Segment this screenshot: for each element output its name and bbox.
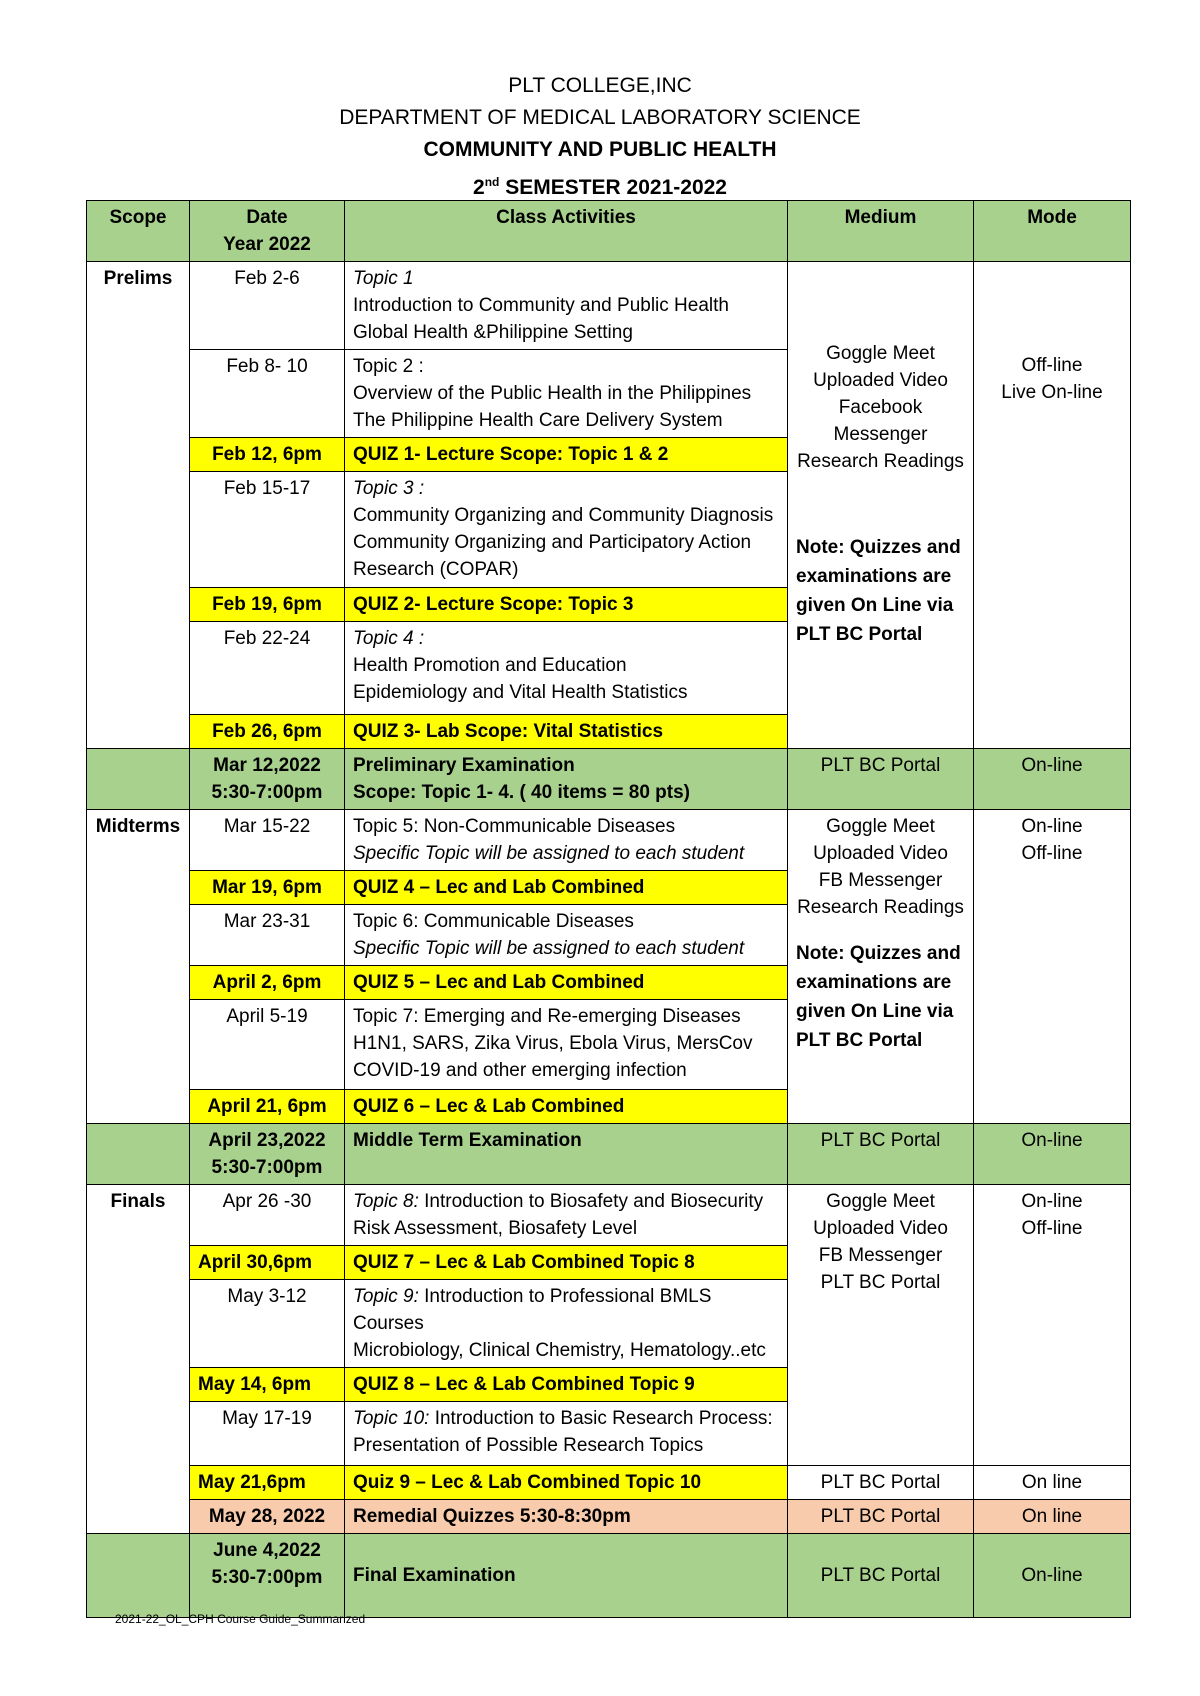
table-row	[87, 1185, 1131, 1246]
col-scope-header: Scope	[87, 201, 190, 262]
quiz-text: QUIZ 2- Lecture Scope: Topic 3	[345, 588, 788, 622]
exam-medium: PLT BC Portal	[788, 1534, 974, 1618]
remedial-medium: PLT BC Portal	[788, 1500, 974, 1534]
exam-medium: PLT BC Portal	[788, 749, 974, 810]
remedial-text: Remedial Quizzes 5:30-8:30pm	[345, 1500, 788, 1534]
quiz-text: QUIZ 7 – Lec & Lab Combined Topic 8	[345, 1246, 788, 1280]
table-header-row	[87, 201, 1131, 262]
col-date-header: Date Year 2022	[190, 201, 345, 262]
date-cell: Mar 23-31	[190, 905, 345, 966]
quiz-date: April 30,6pm	[190, 1246, 345, 1280]
empty-scope	[87, 1124, 190, 1185]
date-cell: Feb 2-6	[190, 262, 345, 350]
date-cell: Feb 8- 10	[190, 350, 345, 438]
remedial-mode: On line	[974, 1500, 1131, 1534]
empty-scope	[87, 1534, 190, 1618]
activity-cell: Topic 2 : Overview of the Public Health in the Philippines The Philippine Health Care Delivery System	[345, 350, 788, 438]
exam-text: Preliminary Examination Scope: Topic 1- 4. ( 40 items = 80 pts)	[345, 749, 788, 810]
midterms-note: Note: Quizzes and examinations are given On Line via PLT BC Portal	[796, 943, 961, 1051]
activity-cell: Topic 9: Introduction to Professional BMLS Courses Microbiology, Clinical Chemistry, Hematology..etc	[345, 1280, 788, 1368]
document-footer: 2021-22_OL_CPH Course Guide_Summarized	[115, 1612, 366, 1626]
quiz-text: QUIZ 8 – Lec & Lab Combined Topic 9	[345, 1368, 788, 1402]
col-activities-header: Class Activities	[345, 201, 788, 262]
quiz-mode: On line	[974, 1466, 1131, 1500]
col-medium-header: Medium	[788, 201, 974, 262]
quiz-date: May 21,6pm	[190, 1466, 345, 1500]
activity-cell: Topic 3 : Community Organizing and Community Diagnosis Community Organizing and Participatory Action Research (COPAR)	[345, 472, 788, 588]
exam-row-prelims	[87, 749, 1131, 810]
document-header	[0, 70, 1200, 204]
finals-mode-cell: On-line Off-line	[974, 1185, 1131, 1466]
date-cell: Mar 15-22	[190, 810, 345, 871]
activity-cell: Topic 6: Communicable Diseases Specific Topic will be assigned to each student	[345, 905, 788, 966]
schedule-table	[86, 200, 1131, 1618]
exam-mode: On-line	[974, 1534, 1131, 1618]
quiz-text: QUIZ 4 – Lec and Lab Combined	[345, 871, 788, 905]
activity-cell: Topic 8: Introduction to Biosafety and Biosecurity Risk Assessment, Biosafety Level	[345, 1185, 788, 1246]
exam-date: June 4,2022 5:30-7:00pm	[190, 1534, 345, 1618]
quiz-row	[87, 1466, 1131, 1500]
prelims-medium-cell: Goggle Meet Uploaded Video Facebook Messenger Research Readings Note: Quizzes and examinations are given On Line via PLT BC Portal	[788, 262, 974, 749]
midterms-medium-cell: Goggle Meet Uploaded Video FB Messenger Research Readings Note: Quizzes and examinations are given On Line via PLT BC Portal	[788, 810, 974, 1124]
prelims-note: Note: Quizzes and examinations are given On Line via PLT BC Portal	[796, 537, 961, 645]
quiz-medium: PLT BC Portal	[788, 1466, 974, 1500]
date-cell: April 5-19	[190, 1000, 345, 1090]
semester-title: 2nd SEMESTER 2021-2022	[473, 175, 727, 199]
table-row	[87, 262, 1131, 350]
quiz-date: Feb 12, 6pm	[190, 438, 345, 472]
scope-finals: Finals	[87, 1185, 190, 1534]
course-title: COMMUNITY AND PUBLIC HEALTH	[423, 138, 777, 161]
finals-medium-cell: Goggle Meet Uploaded Video FB Messenger PLT BC Portal	[788, 1185, 974, 1466]
scope-prelims: Prelims	[87, 262, 190, 749]
remedial-date: May 28, 2022	[190, 1500, 345, 1534]
quiz-text: QUIZ 6 – Lec & Lab Combined	[345, 1090, 788, 1124]
exam-text: Middle Term Examination	[345, 1124, 788, 1185]
midterms-mode-cell: On-line Off-line	[974, 810, 1131, 1124]
activity-cell: Topic 1 Introduction to Community and Public Health Global Health &Philippine Setting	[345, 262, 788, 350]
quiz-date: Feb 19, 6pm	[190, 588, 345, 622]
scope-midterms: Midterms	[87, 810, 190, 1124]
col-mode-header: Mode	[974, 201, 1131, 262]
college-name: PLT COLLEGE,INC	[508, 74, 692, 97]
date-cell: Feb 15-17	[190, 472, 345, 588]
remedial-row	[87, 1500, 1131, 1534]
activity-cell: Topic 5: Non-Communicable Diseases Specific Topic will be assigned to each student	[345, 810, 788, 871]
activity-cell: Topic 10: Introduction to Basic Research Process: Presentation of Possible Research Topics	[345, 1402, 788, 1466]
quiz-date: May 14, 6pm	[190, 1368, 345, 1402]
date-cell: Feb 22-24	[190, 622, 345, 715]
table-row	[87, 810, 1131, 871]
quiz-text: QUIZ 1- Lecture Scope: Topic 1 & 2	[345, 438, 788, 472]
date-cell: Apr 26 -30	[190, 1185, 345, 1246]
exam-date: Mar 12,2022 5:30-7:00pm	[190, 749, 345, 810]
exam-mode: On-line	[974, 749, 1131, 810]
activity-cell: Topic 7: Emerging and Re-emerging Diseases H1N1, SARS, Zika Virus, Ebola Virus, MersCov COVID-19 and other emerging infection	[345, 1000, 788, 1090]
exam-text: Final Examination	[345, 1534, 788, 1618]
quiz-date: April 21, 6pm	[190, 1090, 345, 1124]
activity-cell: Topic 4 : Health Promotion and Education Epidemiology and Vital Health Statistics	[345, 622, 788, 715]
empty-scope	[87, 749, 190, 810]
exam-date: April 23,2022 5:30-7:00pm	[190, 1124, 345, 1185]
exam-row-finals	[87, 1534, 1131, 1618]
date-cell: May 3-12	[190, 1280, 345, 1368]
exam-row-midterms	[87, 1124, 1131, 1185]
exam-medium: PLT BC Portal	[788, 1124, 974, 1185]
quiz-date: April 2, 6pm	[190, 966, 345, 1000]
exam-mode: On-line	[974, 1124, 1131, 1185]
quiz-date: Mar 19, 6pm	[190, 871, 345, 905]
quiz-text: QUIZ 3- Lab Scope: Vital Statistics	[345, 715, 788, 749]
date-cell: May 17-19	[190, 1402, 345, 1466]
quiz-text: QUIZ 5 – Lec and Lab Combined	[345, 966, 788, 1000]
department-name: DEPARTMENT OF MEDICAL LABORATORY SCIENCE	[339, 106, 861, 129]
prelims-mode-cell: Off-line Live On-line	[974, 262, 1131, 749]
quiz-text: Quiz 9 – Lec & Lab Combined Topic 10	[345, 1466, 788, 1500]
quiz-date: Feb 26, 6pm	[190, 715, 345, 749]
